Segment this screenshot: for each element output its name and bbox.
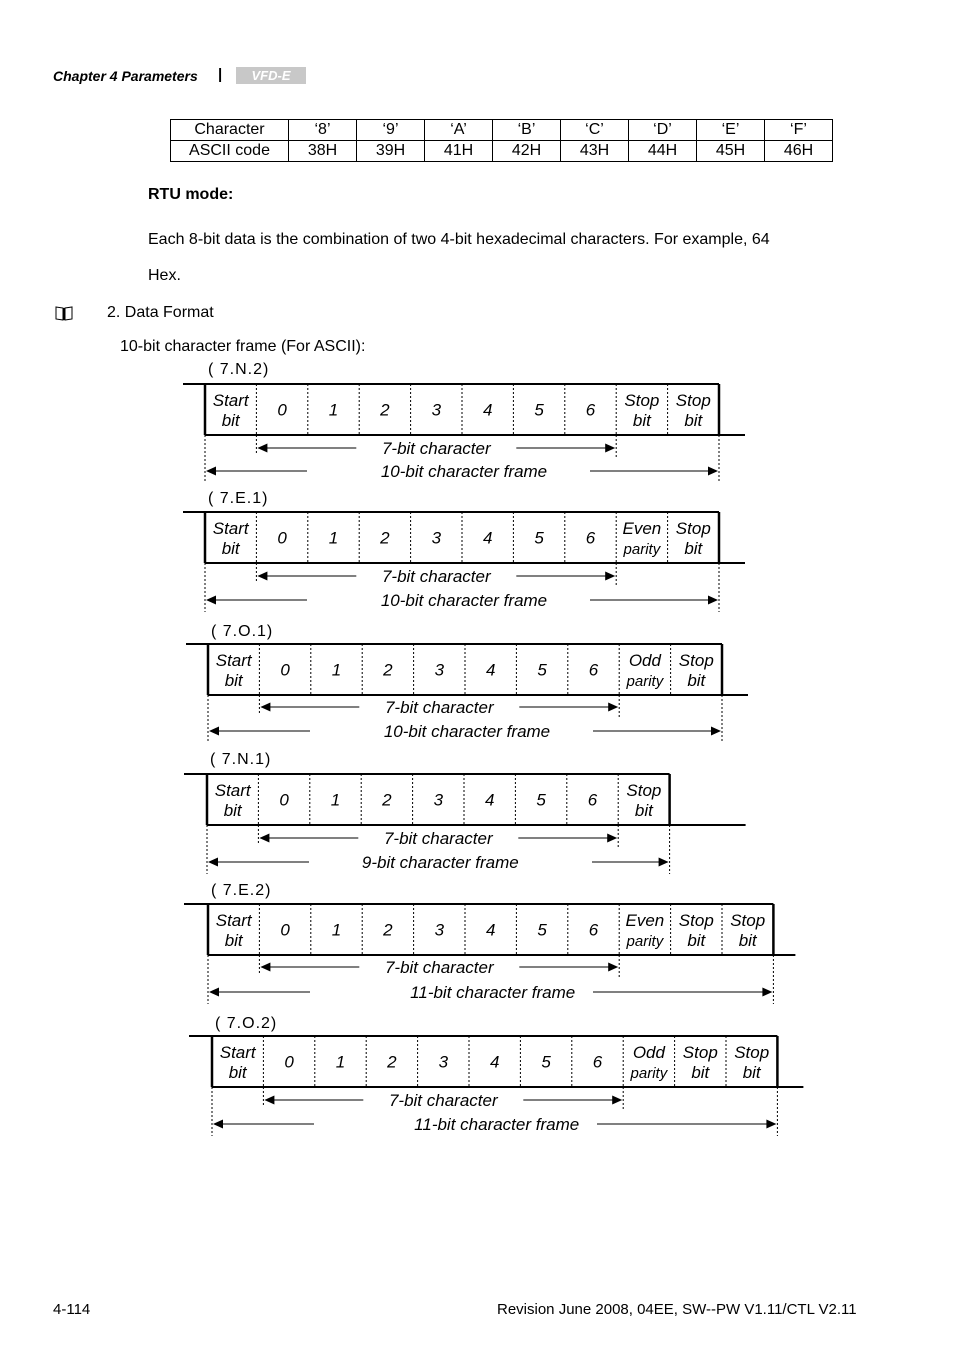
- bit-label-top: Start: [215, 651, 252, 670]
- bit-label-top: Stop: [682, 1043, 718, 1062]
- bit-label: 3: [434, 920, 445, 940]
- bit-label: 3: [433, 790, 444, 810]
- section-title: 2. Data Format: [107, 304, 214, 321]
- page-number: 4-114: [53, 1301, 91, 1318]
- bit-label-bottom: bit: [738, 931, 757, 950]
- bit-label-bottom: bit: [687, 931, 706, 950]
- bit-label: 1: [331, 920, 342, 940]
- frame-length-label: 10-bit character frame: [380, 591, 548, 610]
- char-length-label: 7-bit character: [384, 698, 494, 717]
- bit-label: 6: [585, 400, 596, 420]
- table-cell: ‘F’: [765, 120, 833, 141]
- bit-label: 4: [489, 1052, 500, 1072]
- table-cell: 44H: [629, 141, 697, 162]
- frame-format-label: ( 7.N.1): [210, 751, 272, 768]
- frame-length-label: 10-bit character frame: [380, 462, 548, 481]
- bit-label: 5: [534, 528, 544, 548]
- bit-label-top: Start: [212, 391, 249, 410]
- bit-label-top: Stop: [678, 651, 714, 670]
- bit-label: 6: [585, 528, 596, 548]
- table-cell: 39H: [357, 141, 425, 162]
- bit-label: 0: [280, 660, 290, 680]
- bit-label-bottom: bit: [224, 671, 243, 690]
- bit-label-top: Stop: [678, 911, 714, 930]
- bit-label: 2: [383, 920, 393, 940]
- bit-label-bottom: bit: [224, 931, 243, 950]
- bit-label-top: Start: [219, 1043, 256, 1062]
- bit-label-bottom: parity: [623, 541, 661, 558]
- bit-label: 0: [277, 400, 287, 420]
- bit-label: 2: [380, 400, 390, 420]
- char-length-label: 7-bit character: [381, 439, 491, 458]
- table-cell: ‘C’: [561, 120, 629, 141]
- table-cell: ASCII code: [171, 141, 289, 162]
- char-length-label: 7-bit character: [384, 958, 494, 977]
- rtu-description-line1: Each 8-bit data is the combination of two 4-bit hexadecimal characters. For example, 64: [148, 231, 770, 248]
- table-cell: 42H: [493, 141, 561, 162]
- char-length-label: 7-bit character: [383, 829, 493, 848]
- bit-label: 0: [280, 920, 290, 940]
- table-cell: 46H: [765, 141, 833, 162]
- frame-arrow-head: [762, 988, 772, 997]
- frame-arrow-head: [208, 858, 218, 867]
- bit-label: 5: [536, 790, 546, 810]
- bit-label-top: Stop: [624, 391, 660, 410]
- bit-label: 2: [382, 790, 392, 810]
- bit-label-top: Start: [214, 781, 251, 800]
- bit-label-bottom: parity: [630, 1065, 668, 1082]
- bit-label: 6: [587, 790, 598, 810]
- bit-label-top: Start: [215, 911, 252, 930]
- table-cell: 41H: [425, 141, 493, 162]
- char-arrow-head: [605, 444, 615, 453]
- bit-label-bottom: bit: [684, 411, 703, 430]
- bit-label: 4: [484, 790, 495, 810]
- char-arrow-head: [605, 572, 615, 581]
- bit-label-bottom: bit: [632, 411, 651, 430]
- bit-label: 1: [331, 660, 342, 680]
- header-separator: |: [218, 66, 223, 83]
- bit-label: 0: [277, 528, 287, 548]
- chapter-title: Chapter 4 Parameters: [53, 68, 198, 84]
- bit-label-top: Stop: [675, 391, 711, 410]
- bit-label: 2: [383, 660, 393, 680]
- char-arrow-head: [260, 963, 270, 972]
- bit-label-top: Stop: [675, 519, 711, 538]
- bit-label-bottom: parity: [626, 673, 664, 690]
- table-cell: ‘8’: [289, 120, 357, 141]
- bit-label: 4: [485, 920, 496, 940]
- bit-label-top: Odd: [632, 1043, 665, 1062]
- rtu-mode-heading: RTU mode:: [148, 186, 234, 203]
- frame-arrow-head: [209, 988, 219, 997]
- char-arrow-head: [607, 834, 617, 843]
- frame-arrow-head: [708, 596, 718, 605]
- bit-label: 5: [537, 660, 547, 680]
- bit-label-top: Even: [625, 911, 665, 930]
- frame-arrow-head: [766, 1120, 776, 1129]
- bit-label: 6: [588, 660, 599, 680]
- bit-label: 5: [534, 400, 544, 420]
- frame-length-label: 9-bit character frame: [361, 853, 519, 872]
- char-arrow-head: [257, 444, 267, 453]
- bit-label-bottom: parity: [626, 933, 664, 950]
- table-cell: Character: [171, 120, 289, 141]
- table-cell: ‘9’: [357, 120, 425, 141]
- char-length-label: 7-bit character: [381, 567, 491, 586]
- bit-label-bottom: bit: [687, 671, 706, 690]
- bit-label: 1: [328, 400, 339, 420]
- bit-label-top: Stop: [734, 1043, 770, 1062]
- char-arrow-head: [608, 963, 618, 972]
- bit-label-top: Stop: [626, 781, 662, 800]
- bit-label: 1: [330, 790, 341, 810]
- frame-arrow-head: [206, 467, 216, 476]
- bit-label: 5: [537, 920, 547, 940]
- table-cell: ‘B’: [493, 120, 561, 141]
- frame-arrow-head: [209, 727, 219, 736]
- table-cell: ‘D’: [629, 120, 697, 141]
- frame-length-label: 11-bit character frame: [410, 983, 576, 1002]
- frame-length-label: 10-bit character frame: [383, 722, 551, 741]
- bit-label: 1: [328, 528, 339, 548]
- frame-arrow-head: [708, 467, 718, 476]
- bit-label-bottom: bit: [221, 411, 240, 430]
- bit-label-top: Odd: [628, 651, 661, 670]
- bit-label: 5: [541, 1052, 551, 1072]
- bit-label: 0: [279, 790, 289, 810]
- section-subtitle: 10-bit character frame (For ASCII):: [120, 338, 366, 355]
- bit-label-bottom: bit: [691, 1063, 710, 1082]
- frame-arrow-head: [711, 727, 721, 736]
- table-cell: ‘E’: [697, 120, 765, 141]
- logo-text: VFD-E: [251, 68, 291, 83]
- frame-format-label: ( 7.O.2): [215, 1015, 278, 1032]
- char-length-label: 7-bit character: [388, 1091, 498, 1110]
- bit-label: 3: [431, 528, 442, 548]
- char-arrow-head: [257, 572, 267, 581]
- bit-label: 0: [284, 1052, 294, 1072]
- bit-label-bottom: bit: [634, 801, 653, 820]
- frame-format-label: ( 7.O.1): [211, 623, 274, 640]
- table-cell: ‘A’: [425, 120, 493, 141]
- frame-format-label: ( 7.N.2): [208, 361, 270, 378]
- bit-label-top: Start: [212, 519, 249, 538]
- bit-label-bottom: bit: [228, 1063, 247, 1082]
- bit-label-bottom: bit: [223, 801, 242, 820]
- bit-label: 6: [592, 1052, 603, 1072]
- bit-label: 4: [482, 400, 493, 420]
- frame-arrow-head: [213, 1120, 223, 1129]
- char-arrow-head: [608, 703, 618, 712]
- table-cell: 38H: [289, 141, 357, 162]
- bit-label-top: Stop: [730, 911, 766, 930]
- frame-arrow-head: [206, 596, 216, 605]
- bit-label: 2: [380, 528, 390, 548]
- rtu-description-line2: Hex.: [148, 267, 181, 284]
- bit-label-top: Even: [622, 519, 662, 538]
- bit-label-bottom: bit: [684, 539, 703, 558]
- char-arrow-head: [264, 1096, 274, 1105]
- bit-label: 6: [588, 920, 599, 940]
- char-arrow-head: [612, 1096, 622, 1105]
- revision-info: Revision June 2008, 04EE, SW--PW V1.11/CTL V2.11: [497, 1301, 857, 1318]
- frame-format-label: ( 7.E.1): [208, 490, 269, 507]
- bit-label: 4: [482, 528, 493, 548]
- bit-label: 3: [438, 1052, 449, 1072]
- bit-label-bottom: bit: [221, 539, 240, 558]
- frame-format-label: ( 7.E.2): [211, 882, 272, 899]
- char-arrow-head: [260, 703, 270, 712]
- bit-label: 2: [387, 1052, 397, 1072]
- frame-arrow-head: [659, 858, 669, 867]
- table-cell: 45H: [697, 141, 765, 162]
- bit-label: 1: [335, 1052, 346, 1072]
- bit-label-bottom: bit: [742, 1063, 761, 1082]
- bit-label: 3: [431, 400, 442, 420]
- bit-label: 4: [485, 660, 496, 680]
- bit-label: 3: [434, 660, 445, 680]
- char-arrow-head: [259, 834, 269, 843]
- table-cell: 43H: [561, 141, 629, 162]
- frame-length-label: 11-bit character frame: [414, 1115, 580, 1134]
